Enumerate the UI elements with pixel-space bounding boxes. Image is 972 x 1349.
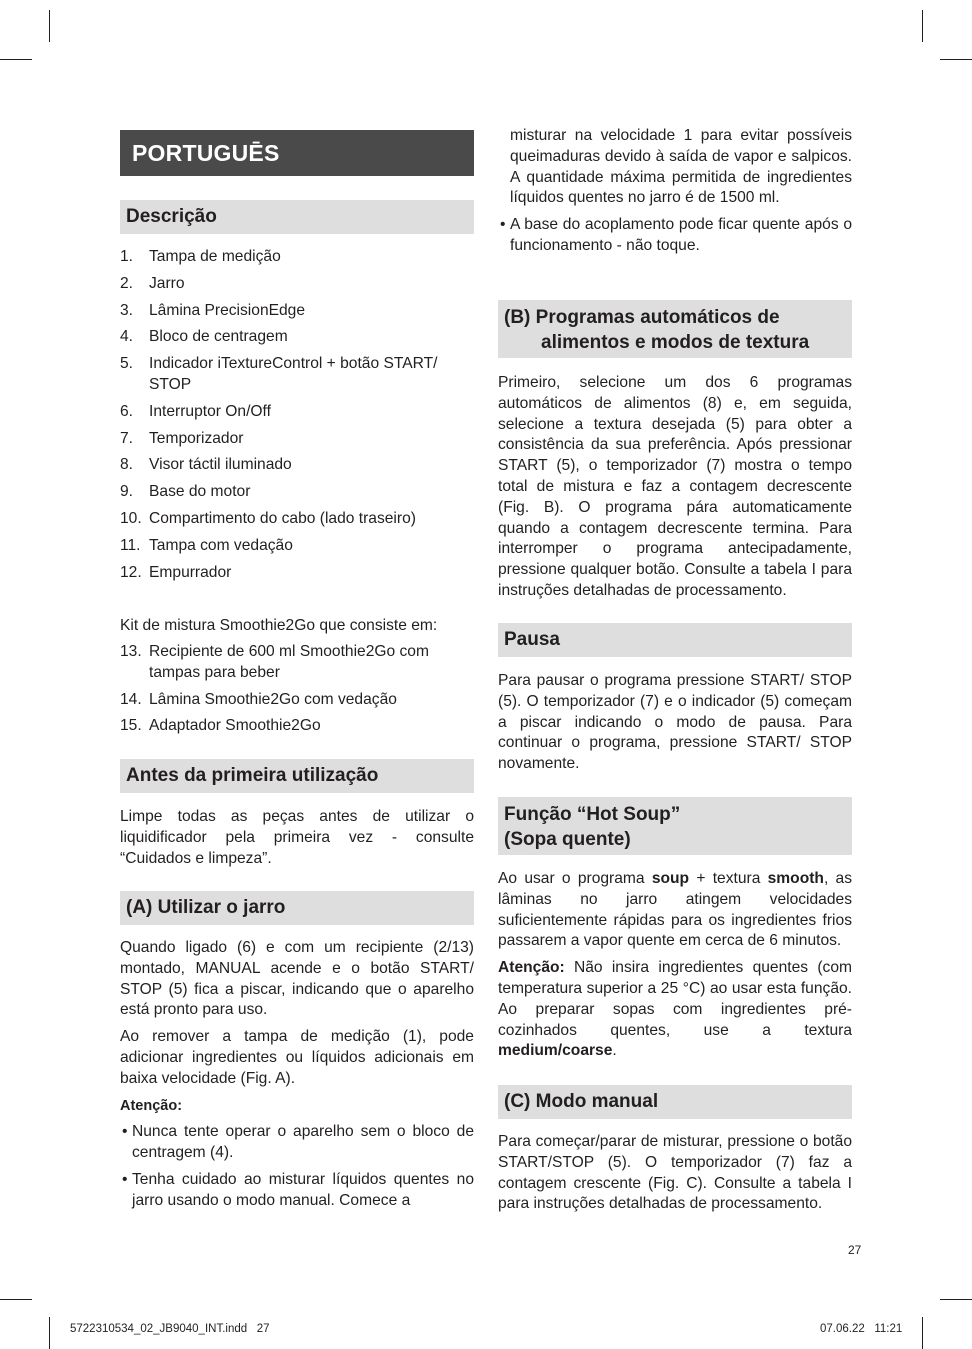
bold-run: smooth <box>767 870 824 887</box>
list-item <box>120 642 474 684</box>
kit-list <box>120 642 474 743</box>
section-heading-hotsoup <box>498 797 852 855</box>
list-number: 3. <box>120 301 134 319</box>
list-text: Jarro <box>149 274 185 292</box>
footer-date: 07.06.22 11:21 <box>820 1323 903 1335</box>
list-item <box>120 455 474 476</box>
list-item <box>120 301 474 322</box>
list-text: Lâmina PrecisionEdge <box>149 301 306 319</box>
bold-run: medium/coarse <box>498 1042 613 1060</box>
programas-text: Primeiro, selecione um dos 6 programas automáticos de alimentos (8) e, em seguida, selecione a textura desejada (5) para obter a consistência da sua preferência. Após pressionar START (5), o temporizador (7) mostra o tempo total de mistura e faz a contagem decrescente (Fig. B). O programa pára automaticamente quando a contagem decrescente termina. Para interromper o programa antecipadamente, pressione qualquer botão. Consulte a tabela I para instruções detalhadas de processamento. <box>498 374 852 599</box>
list-item <box>120 429 474 450</box>
list-text: Recipiente de 600 ml Smoothie2Go com tampas para beber <box>149 643 429 681</box>
crop-mark <box>49 1317 50 1349</box>
list-number: 13. <box>120 643 142 660</box>
list-text: Compartimento do cabo (lado traseiro) <box>149 509 416 527</box>
list-number: 14. <box>120 690 142 708</box>
list-number: 1. <box>120 248 134 265</box>
crop-mark <box>0 1299 32 1300</box>
crop-mark <box>940 59 972 60</box>
list-text: Temporizador <box>149 429 244 447</box>
list-item <box>120 690 474 711</box>
attention-label: Atenção: <box>120 1097 183 1114</box>
list-item <box>120 402 474 423</box>
list-item <box>120 247 474 268</box>
list-text: Visor táctil iluminado <box>149 456 292 474</box>
manual-text: Para começar/parar de misturar, pressione o botão START/STOP (5). O temporizador (7) faz a contagem crescente (Fig. C). Consulte a tabela I para instruções detalhadas de processamento. <box>498 1133 852 1213</box>
section-heading-manual: (C) Modo manual <box>498 1085 852 1119</box>
list-number: 7. <box>120 429 134 447</box>
heading-line: alimentos e modos de textura <box>541 332 810 353</box>
footer-filename: 5722310534_02_JB9040_INT.indd 27 <box>70 1323 270 1335</box>
list-text: Tampa de medição <box>149 248 281 265</box>
crop-mark <box>0 59 32 60</box>
jarro-paragraph-2: Ao remover a tampa de medição (1), pode adicionar ingredientes ou líquidos adicionais em baixa velocidade (Fig. A). <box>120 1028 474 1087</box>
jarro-paragraph-1: Quando ligado (6) e com um recipiente (2/13) montado, MANUAL acende e o botão START/ STOP (5) fica a piscar, indicando que o aparelho está pronto para uso. <box>120 939 474 1019</box>
bold-run: Atenção: <box>498 959 565 977</box>
list-text: Bloco de centragem <box>149 328 288 346</box>
list-item <box>120 536 474 557</box>
list-item <box>120 327 474 348</box>
crop-mark <box>922 10 923 42</box>
section-heading-descricao: Descrição <box>120 200 474 234</box>
crop-mark <box>49 10 50 42</box>
page-number: 27 <box>848 1243 862 1257</box>
bullet-text: A base do acoplamento pode ficar quente após o funcionamento - não toque. <box>510 216 852 254</box>
antes-text: Limpe todas as peças antes de utilizar o liquidificador pela primeira vez - consulte “Cuidados e limpeza”. <box>120 808 474 867</box>
list-item <box>120 274 474 295</box>
list-number: 10. <box>120 509 142 527</box>
list-item: • Tenha cuidado ao misturar líquidos quentes no jarro usando o modo manual. Comece a <box>122 1170 474 1209</box>
list-text: Base do motor <box>149 483 251 501</box>
list-item: • A base do acoplamento pode ficar quente após o funcionamento - não toque. <box>500 216 852 254</box>
list-text: Interruptor On/Off <box>149 402 271 420</box>
text-run: Não insira ingredientes quentes (com temperatura superior a 25 °C) ao usar esta função. Ao preparar sopas com ingredientes pré-cozinhados quentes, use a textura <box>498 959 852 1039</box>
jarro-content <box>120 938 474 1218</box>
continuation-text <box>498 126 852 263</box>
list-number: 2. <box>120 274 134 292</box>
parts-list <box>120 247 474 589</box>
text-run: , as lâminas no jarro atingem velocidades suficientemente rápidas para os ingredientes frios passarem a vapor quente em cerca de 6 minutos. <box>498 870 852 950</box>
hotsoup-paragraph-1 <box>498 869 852 952</box>
list-number: 11. <box>120 536 141 554</box>
crop-mark <box>922 1317 923 1349</box>
section-heading-programas <box>498 300 852 358</box>
list-item <box>120 716 474 737</box>
list-item <box>120 563 474 584</box>
list-item <box>120 354 474 396</box>
text-run: . <box>612 1042 617 1060</box>
list-item <box>120 509 474 530</box>
text-run: + textura <box>689 870 768 887</box>
list-text: Lâmina Smoothie2Go com vedação <box>149 690 397 708</box>
list-number: 9. <box>120 483 134 501</box>
list-item: • Nunca tente operar o aparelho sem o bloco de centragem (4). <box>122 1123 474 1162</box>
list-text: Indicador iTextureControl + botão START/ STOP <box>149 355 438 393</box>
section-heading-pausa: Pausa <box>498 623 852 657</box>
continuation-paragraph: misturar na velocidade 1 para evitar possíveis queimaduras devido à saída de vapor e salpicos. A quantidade máxima permitida de ingredientes líquidos quentes no jarro é de 1500 ml. <box>510 127 852 207</box>
list-text: Adaptador Smoothie2Go <box>149 717 321 735</box>
section-heading-jarro: (A) Utilizar o jarro <box>120 891 474 925</box>
page-title: PORTUGUĒS <box>120 130 474 176</box>
text-run: Ao usar o programa <box>498 870 652 887</box>
bold-run: soup <box>651 870 690 887</box>
list-item <box>120 482 474 503</box>
kit-intro: Kit de mistura Smoothie2Go que consiste em: <box>120 617 438 634</box>
list-number: 6. <box>120 402 134 420</box>
list-number: 5. <box>120 355 134 373</box>
heading-line: (Sopa quente) <box>504 829 631 850</box>
list-number: 12. <box>120 563 142 581</box>
section-heading-antes: Antes da primeira utilização <box>120 759 474 793</box>
list-number: 15. <box>120 717 142 735</box>
list-text: Tampa com vedação <box>149 536 293 554</box>
pausa-text: Para pausar o programa pressione START/ STOP (5). O temporizador (7) e o indicador (5) começam a piscar indicando o modo de pausa. Para continuar o programa, pressione START/ STOP novamente. <box>498 672 852 773</box>
heading-line: Função “Hot Soup” <box>504 804 681 825</box>
hotsoup-content <box>498 869 852 1068</box>
list-text: Empurrador <box>149 563 232 581</box>
bullet-text: Tenha cuidado ao misturar líquidos quentes no jarro usando o modo manual. Comece a <box>132 1170 474 1209</box>
crop-mark <box>940 1299 972 1300</box>
list-number: 4. <box>120 328 134 346</box>
hotsoup-paragraph-2 <box>498 958 852 1062</box>
bullet-text: Nunca tente operar o aparelho sem o bloco de centragem (4). <box>132 1123 474 1162</box>
list-number: 8. <box>120 456 134 474</box>
heading-line: (B) Programas automáticos de <box>504 307 780 328</box>
